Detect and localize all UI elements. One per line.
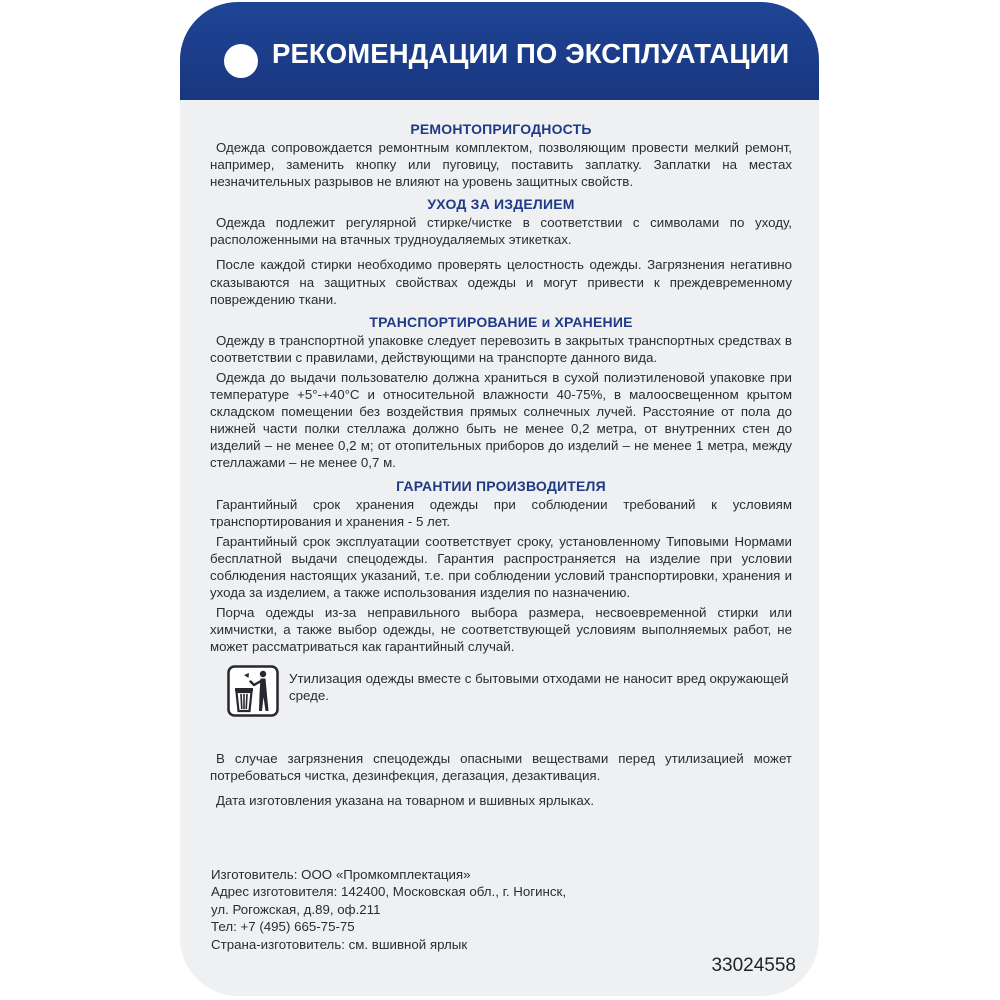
section-title-transport: ТРАНСПОРТИРОВАНИЕ и ХРАНЕНИЕ [369, 313, 633, 330]
contamination-note: В случае загрязнения спецодежды опасными веществами перед утилизацией может потребоваться чистка, дезинфекция, дегазация, дезактивация. [210, 751, 792, 784]
section-title-care: УХОД ЗА ИЗДЕЛИЕМ [427, 196, 575, 213]
warranty-paragraph-2: Гарантийный срок эксплуатации соответствует сроку, установленному Типовыми Нормами бесплатной выдачи спецодежды. Гарантия распространяется на изделие при условии соблюдения настоящих указаний, т.е. при соблюдении условий транспортировки, хранения и ухода за изделием, а также использования изделия по назначению. [210, 533, 792, 600]
manufacturer-name: Изготовитель: ООО «Промкомплектация» [211, 867, 471, 882]
repair-paragraph: Одежда сопровождается ремонтным комплектом, позволяющим провести мелкий ремонт, например, заменить кнопку или пуговицу, поставить заплатку. Заплатки на местах незначительных разрывов не влияют на уровень защитных свойств. [210, 140, 792, 190]
header-band [180, 2, 819, 100]
transport-paragraph-2: Одежда до выдачи пользователю должна храниться в сухой полиэтиленовой упаковке при температуре +5°-+40°С и относительной влажности 40-75%, в малоосвещенном крытом складском помещении без воздействия прямых солнечных лучей. Расстояние от пола до нижней части полки стеллажа должно быть не менее 0,2 метра, от внутренних стен до изделий – не менее 0,2 м; от отопительных приборов до изделий – не менее 1 метра, между стеллажами – не менее 0,7 м. [210, 369, 792, 471]
warranty-paragraph-3: Порча одежды из-за неправильного выбора размера, несвоевременной стирки или химчистки, а также выбор одежды, не соответствующей условиям выполняемых работ, не может рассматриваться как гарантийный случай. [210, 605, 792, 655]
disposal-text: Утилизация одежды вместе с бытовыми отходами не наносит вред окружающей среде. [289, 671, 789, 704]
warranty-paragraph-1: Гарантийный срок хранения одежды при соблюдении требований к условиям транспортирования и хранения - 5 лет. [210, 496, 792, 529]
section-title-warranty: ГАРАНТИИ ПРОИЗВОДИТЕЛЯ [396, 477, 606, 494]
page-title: РЕКОМЕНДАЦИИ ПО ЭКСПЛУАТАЦИИ [272, 38, 790, 69]
section-title-repair: РЕМОНТОПРИГОДНОСТЬ [410, 121, 592, 137]
manufacturer-address-line2: ул. Рогожская, д.89, оф.211 [211, 901, 381, 917]
instruction-card [180, 2, 819, 996]
care-paragraph-2: После каждой стирки необходимо проверять целостность одежды. Загрязнения негативно сказываются на защитных свойствах одежды и могут привести к преждевременному повреждению ткани. [210, 257, 792, 307]
trash-bin-person-icon [227, 665, 279, 717]
manufacturer-address-line1: Адрес изготовителя: 142400, Московская обл., г. Ногинск, [211, 884, 567, 900]
notes-block [210, 750, 792, 809]
transport-paragraph-1: Одежду в транспортной упаковке следует перевозить в закрытых транспортных средствах в соответствии с правилами, действующими на транспорте данного вида. [210, 332, 792, 365]
hang-hole [224, 44, 258, 78]
article-code: 33024558 [711, 955, 796, 976]
manufacturer-phone: Тел: +7 (495) 665-75-75 [211, 919, 355, 935]
disposal-block [227, 665, 787, 725]
manufacturer-info [211, 866, 631, 953]
care-paragraph-1: Одежда подлежит регулярной стирке/чистке в соответствии с символами по уходу, расположенными на втачных трудноудаляемых этикетках. [210, 215, 792, 248]
manufacturer-country: Страна-изготовитель: см. вшивной ярлык [211, 936, 468, 952]
main-content [210, 120, 792, 655]
production-date-note: Дата изготовления указана на товарном и вшивных ярлыках. [216, 793, 595, 809]
